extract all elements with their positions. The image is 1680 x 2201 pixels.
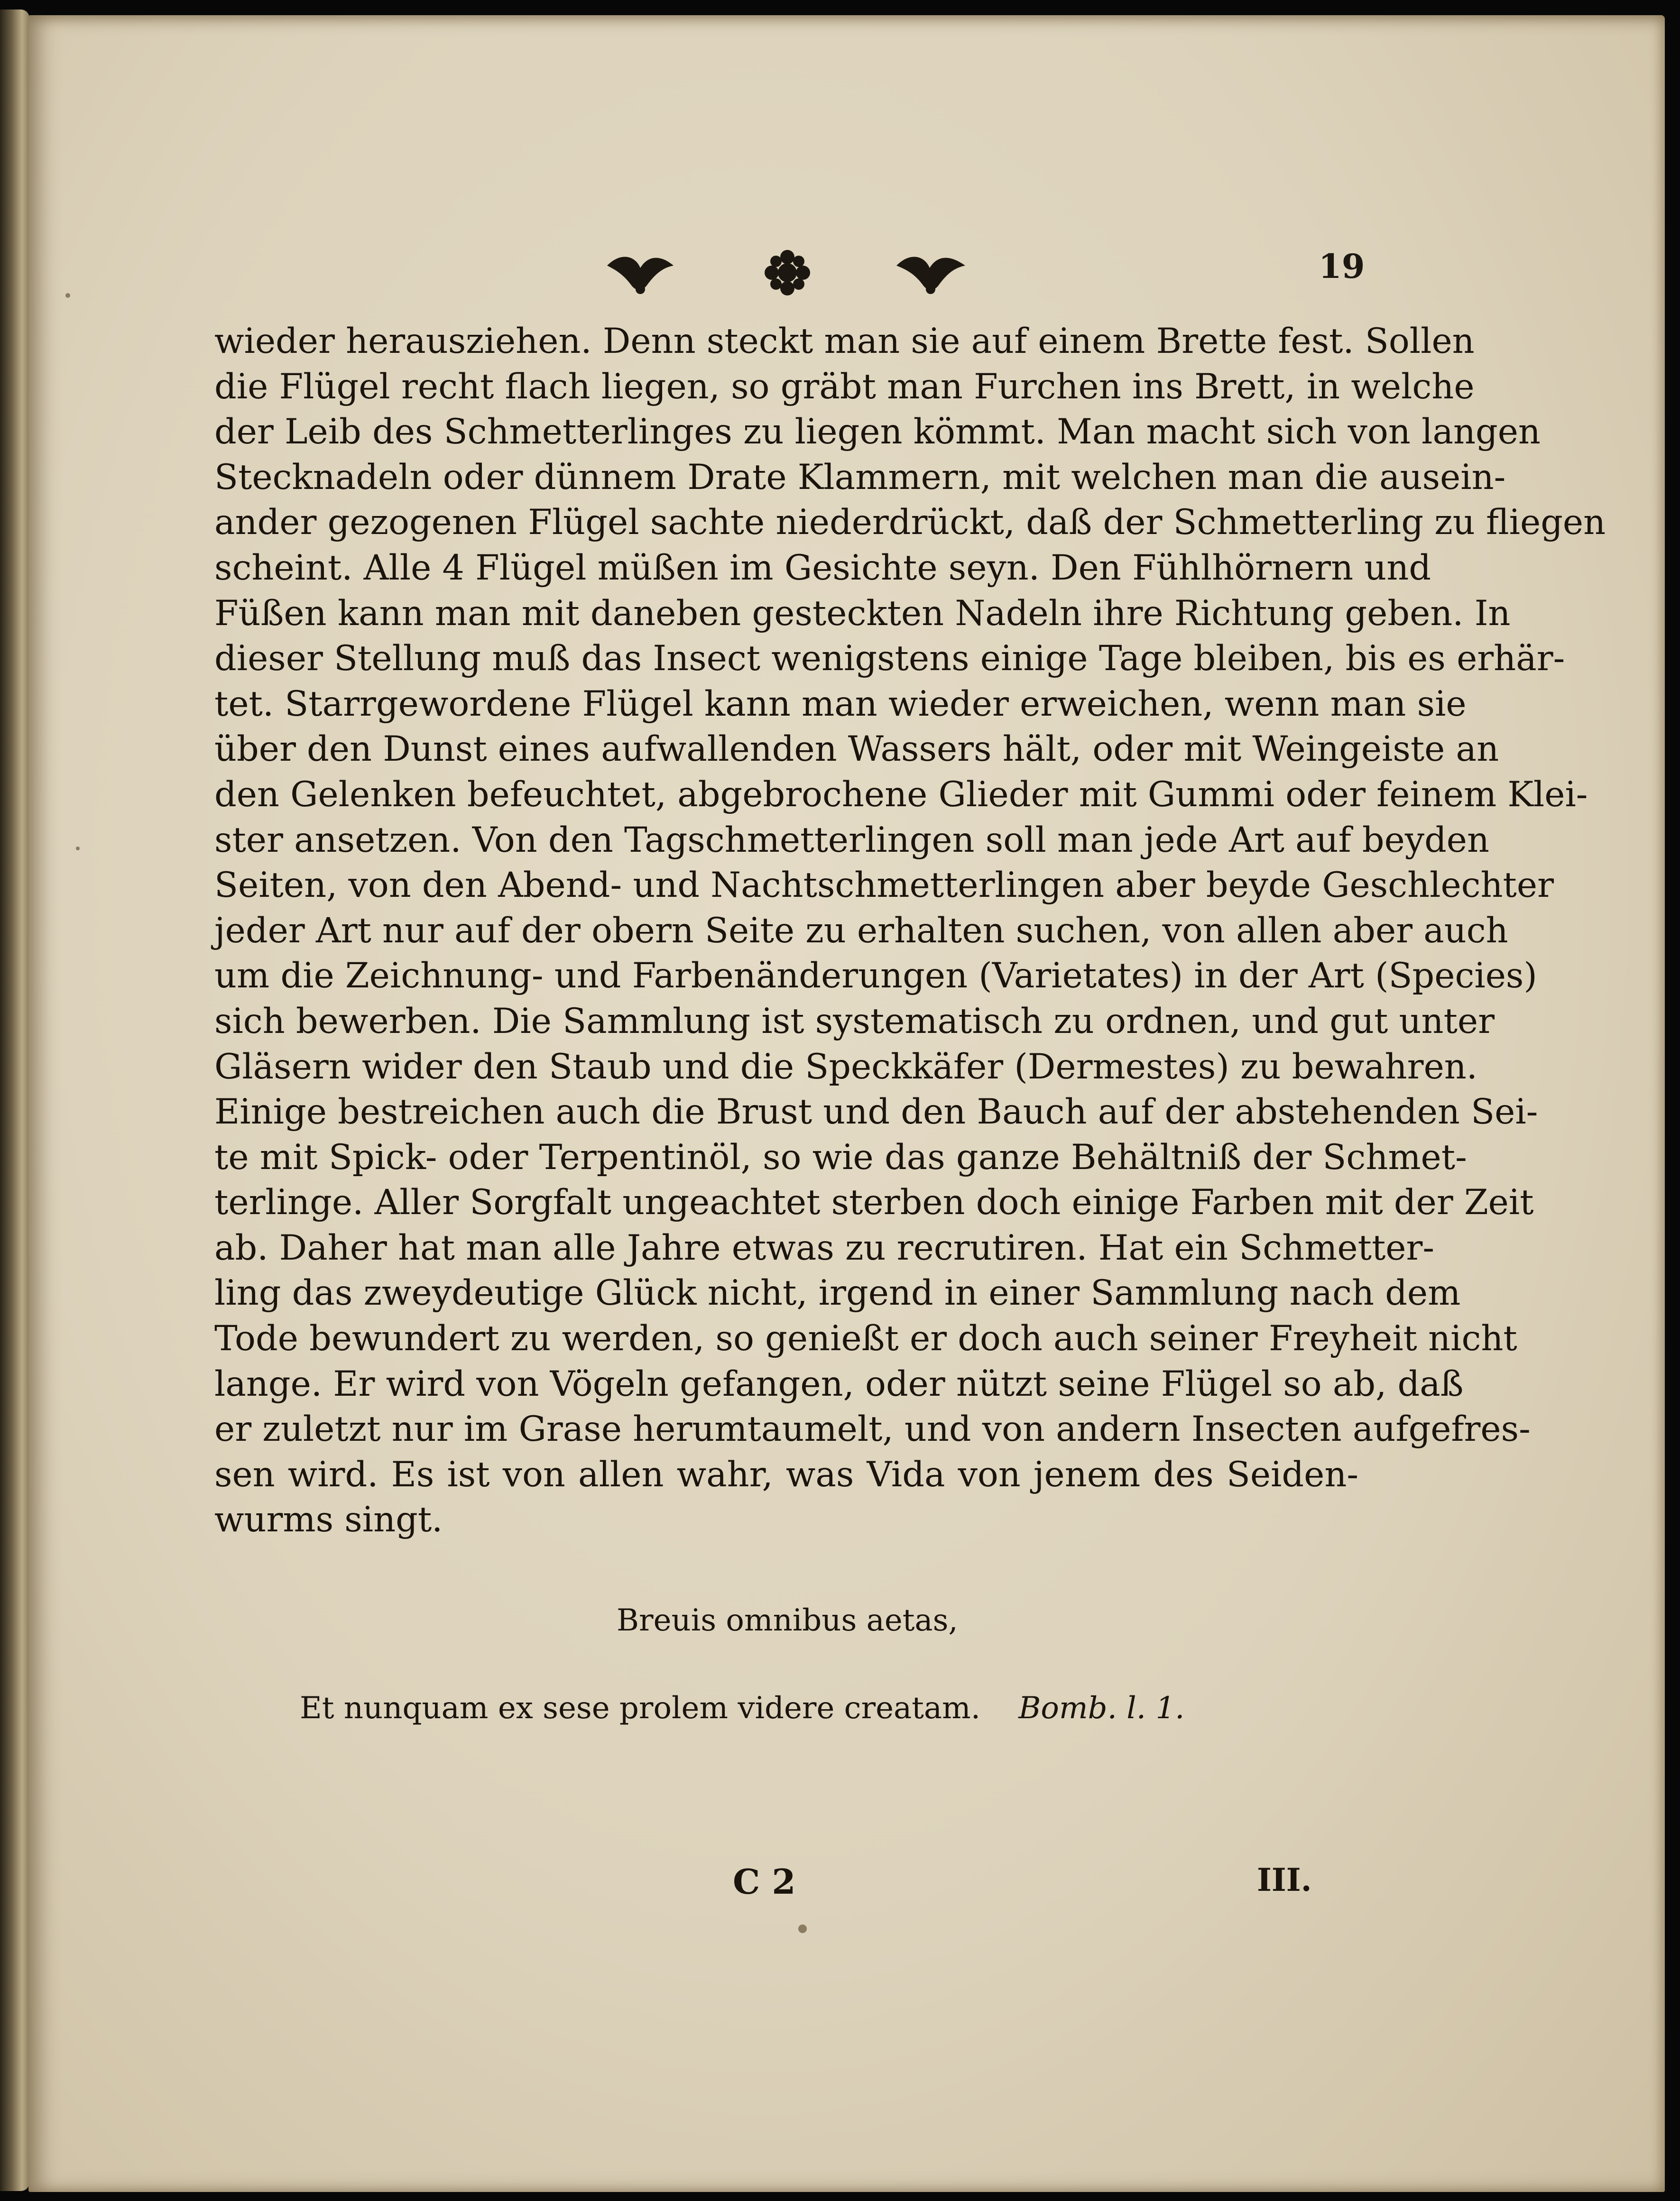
text-line: über den Dunst eines aufwallenden Wassers hält, oder mit Weingeiste an	[214, 729, 1499, 770]
text-line: tet. Starrgewordene Flügel kann man wieder erweichen, wenn man sie	[214, 683, 1467, 724]
verse-text: Et nunquam ex sese prolem videre creatam.	[300, 1691, 981, 1726]
body-text	[214, 319, 1606, 1543]
text-line: jeder Art nur auf der obern Seite zu erhalten suchen, von allen aber auch	[214, 910, 1508, 951]
text-line: te mit Spick- oder Terpentinöl, so wie das ganze Behältniß der Schmet-	[214, 1137, 1467, 1178]
text-line: Seiten, von den Abend- und Nachtschmetterlingen aber beyde Geschlechter	[214, 865, 1554, 906]
text-line: ster ansetzen. Von den Tagschmetterlingen soll man jede Art auf beyden	[214, 820, 1490, 860]
paper-speck	[798, 1925, 807, 1933]
text-line: Gläsern wider den Staub und die Speckkäfer (Dermestes) zu bewahren.	[214, 1046, 1478, 1087]
signature-mark: C 2	[733, 1861, 796, 1902]
page-number: 19	[1319, 247, 1365, 286]
text-line: er zuletzt nur im Grase herumtaumelt, und von andern Insecten aufgefres-	[214, 1409, 1531, 1450]
text-line: terlinge. Aller Sorgfalt ungeachtet sterben doch einige Farben mit der Zeit	[214, 1182, 1534, 1223]
text-line: sich bewerben. Die Sammlung ist systematisch zu ordnen, und gut unter	[214, 1001, 1495, 1041]
text-line: scheint. Alle 4 Flügel müßen im Gesichte seyn. Den Fühlhörnern und	[214, 547, 1431, 588]
verse-line-2	[300, 1691, 1185, 1726]
text-line: den Gelenken befeuchtet, abgebrochene Glieder mit Gummi oder feinem Klei-	[214, 774, 1588, 815]
paper-speck	[76, 847, 80, 850]
text-line: Tode bewundert zu werden, so genießt er doch auch seiner Freyheit nicht	[214, 1318, 1517, 1359]
floral-ornament-icon	[602, 247, 972, 299]
paper-speck	[65, 293, 70, 298]
text-line: Einige bestreichen auch die Brust und den Bauch auf der abstehenden Sei-	[214, 1092, 1538, 1133]
catchword: III.	[1257, 1861, 1312, 1898]
text-line: Füßen kann man mit daneben gesteckten Nadeln ihre Richtung geben. In	[214, 593, 1511, 634]
text-line: der Leib des Schmetterlinges zu liegen kömmt. Man macht sich von langen	[214, 412, 1541, 452]
book-spine	[0, 9, 29, 2191]
text-line: um die Zeichnung- und Farbenänderungen (Varietates) in der Art (Species)	[214, 956, 1537, 996]
text-line: ab. Daher hat man alle Jahre etwas zu recrutiren. Hat ein Schmetter-	[214, 1227, 1435, 1268]
verse-line-1: Breuis omnibus aetas,	[617, 1603, 958, 1638]
text-line: wieder herausziehen. Denn steckt man sie auf einem Brette fest. Sollen	[214, 321, 1475, 361]
text-line: ander gezogenen Flügel sachte niederdrückt, daß der Schmetterling zu fliegen	[214, 502, 1606, 543]
verse-citation: Bomb. l. 1.	[1018, 1691, 1185, 1726]
text-line: lange. Er wird von Vögeln gefangen, oder nützt seine Flügel so ab, daß	[214, 1363, 1464, 1404]
text-line: sen wird. Es ist von allen wahr, was Vida von jenem des Seiden-	[214, 1454, 1358, 1495]
text-line: Stecknadeln oder dünnem Drate Klammern, mit welchen man die ausein-	[214, 457, 1506, 497]
text-line: ling das zweydeutige Glück nicht, irgend in einer Sammlung nach dem	[214, 1273, 1461, 1314]
text-line: dieser Stellung muß das Insect wenigstens einige Tage bleiben, bis es erhär-	[214, 638, 1565, 679]
text-line: die Flügel recht flach liegen, so gräbt man Furchen ins Brett, in welche	[214, 366, 1475, 407]
text-line: wurms singt.	[214, 1500, 443, 1540]
